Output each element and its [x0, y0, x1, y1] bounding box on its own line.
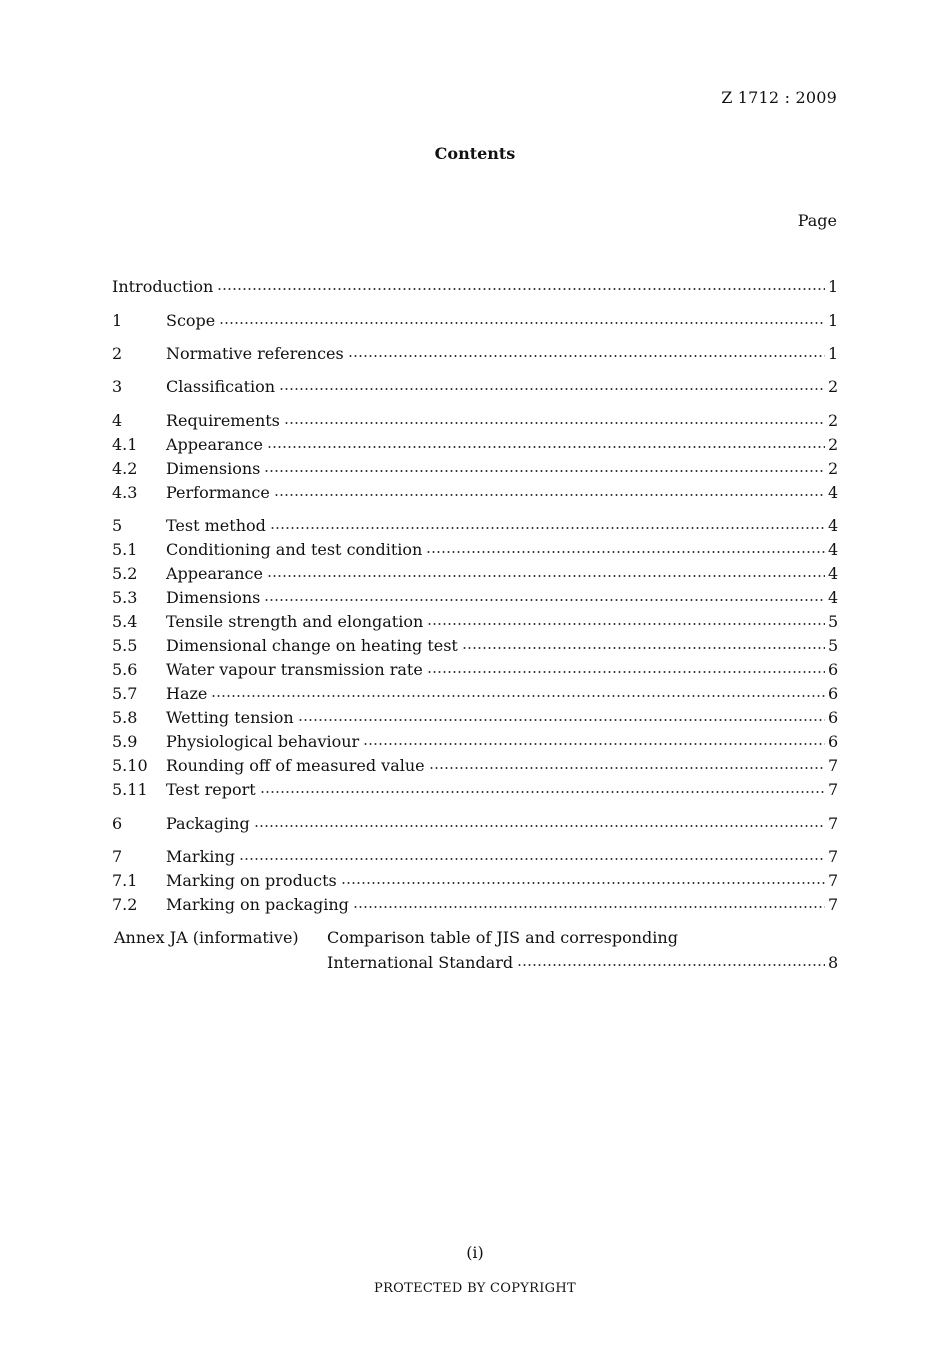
toc-entry-page: 2 [828, 435, 839, 454]
dot-leader [427, 665, 825, 679]
toc-entry-page: 7 [828, 871, 839, 890]
toc-entry[interactable] [112, 779, 838, 801]
toc-entry-page: 7 [828, 780, 839, 799]
toc-entry-page: 5 [828, 636, 839, 655]
toc-entry[interactable] [112, 813, 838, 835]
toc-entry-number: 2 [112, 344, 123, 363]
toc-entry-title: Scope [166, 311, 216, 330]
toc-entry-number: 3 [112, 377, 123, 396]
toc-entry[interactable] [112, 635, 838, 657]
toc-entry-title: Rounding off of measured value [166, 756, 425, 775]
toc-entry-title: Marking on products [166, 871, 337, 890]
toc-entry[interactable] [112, 410, 838, 432]
toc-entry[interactable] [112, 310, 838, 332]
toc-entry-page: 6 [828, 684, 839, 703]
dot-leader [270, 521, 825, 535]
toc-entry-page: 4 [828, 540, 839, 559]
annex-title-line2: International Standard [327, 953, 514, 972]
toc-entry-number: 4.3 [112, 483, 138, 502]
toc-entry-page: 4 [828, 564, 839, 583]
toc-entry[interactable] [112, 707, 838, 729]
toc-entry-title: Performance [166, 483, 270, 502]
annex-label: Annex JA (informative) [114, 928, 299, 947]
toc-entry-title: Test method [166, 516, 266, 535]
dot-leader [267, 569, 825, 583]
document-id: Z 1712 : 2009 [721, 88, 837, 107]
dot-leader [219, 316, 825, 330]
toc-entry-title: Haze [166, 684, 208, 703]
toc-entry[interactable] [112, 343, 838, 365]
toc-entry-title: Dimensional change on heating test [166, 636, 458, 655]
toc-entry[interactable] [112, 659, 838, 681]
dot-leader [217, 282, 825, 296]
toc-entry-title: Classification [166, 377, 276, 396]
toc-entry-page: 7 [828, 814, 839, 833]
toc-entry-title: Physiological behaviour [166, 732, 360, 751]
toc-entry-page: 6 [828, 732, 839, 751]
toc-entry[interactable] [112, 539, 838, 561]
toc-entry-number: 1 [112, 311, 123, 330]
dot-leader [267, 440, 825, 454]
toc-entry-number: 5.5 [112, 636, 138, 655]
toc-entry-page: 6 [828, 660, 839, 679]
toc-entry-number: 7 [112, 847, 123, 866]
dot-leader [239, 852, 825, 866]
toc-entry[interactable] [112, 434, 838, 456]
toc-entry-page: 4 [828, 483, 839, 502]
dot-leader [429, 761, 825, 775]
toc-entry-page: 5 [828, 612, 839, 631]
toc-entry-number: 5.7 [112, 684, 138, 703]
annex-title-line1: Comparison table of JIS and corresponding [327, 928, 678, 947]
toc-entry-number: 5.1 [112, 540, 138, 559]
toc-entry-page: 7 [828, 847, 839, 866]
toc-entry-title: Dimensions [166, 459, 261, 478]
toc-entry-title: Dimensions [166, 588, 261, 607]
toc-entry-number: 5.8 [112, 708, 138, 727]
dot-leader [462, 641, 825, 655]
dot-leader [427, 617, 825, 631]
toc-entry-number: 4.1 [112, 435, 138, 454]
toc-entry-title: Conditioning and test condition [166, 540, 423, 559]
toc-entry-title: Packaging [166, 814, 250, 833]
toc-entry-number: 5.2 [112, 564, 138, 583]
toc-entry[interactable] [112, 731, 838, 753]
dot-leader [517, 958, 825, 972]
copyright-notice: PROTECTED BY COPYRIGHT [374, 1281, 576, 1296]
toc-entry-page: 2 [828, 411, 839, 430]
toc-entry-number: 5.9 [112, 732, 138, 751]
toc-entry-title: Appearance [166, 435, 263, 454]
toc-entry[interactable] [112, 563, 838, 585]
toc-entry-number: 5.10 [112, 756, 148, 775]
dot-leader [353, 900, 825, 914]
dot-leader [254, 819, 825, 833]
toc-entry-number: 5.4 [112, 612, 138, 631]
toc-entry-page: 7 [828, 895, 839, 914]
dot-leader [426, 545, 825, 559]
toc-entry[interactable] [112, 870, 838, 892]
toc-entry-number: 7.2 [112, 895, 138, 914]
dot-leader [284, 416, 825, 430]
dot-leader [211, 689, 825, 703]
dot-leader [341, 876, 825, 890]
toc-entry[interactable] [112, 376, 838, 398]
toc-entry[interactable] [112, 276, 838, 298]
toc-entry-number: 5.11 [112, 780, 148, 799]
toc-entry-page: 1 [828, 311, 839, 330]
toc-entry-title: Appearance [166, 564, 263, 583]
annex-page: 8 [828, 953, 839, 972]
toc-entry-number: 6 [112, 814, 123, 833]
toc-entry-number: 5.3 [112, 588, 138, 607]
dot-leader [279, 382, 825, 396]
toc-entry[interactable] [112, 846, 838, 868]
toc-entry-page: 2 [828, 459, 839, 478]
toc-entry-number: 5.6 [112, 660, 138, 679]
toc-entry-number: 7.1 [112, 871, 138, 890]
toc-entry-title: Water vapour transmission rate [166, 660, 423, 679]
toc-entry-title: Tensile strength and elongation [166, 612, 424, 631]
toc-entry-title: Normative references [166, 344, 344, 363]
toc-entry[interactable] [112, 515, 838, 537]
toc-entry[interactable] [112, 894, 838, 916]
annex-title-line2-row [327, 952, 838, 974]
toc-entry-page: 1 [828, 344, 839, 363]
toc-entry-number: 4 [112, 411, 123, 430]
toc-entry-page: 4 [828, 588, 839, 607]
toc-entry-page: 1 [828, 277, 839, 296]
page-column-label: Page [797, 211, 837, 230]
toc-annex-entry[interactable] [112, 928, 838, 978]
toc-entry-page: 4 [828, 516, 839, 535]
dot-leader [348, 349, 825, 363]
toc-entry-title: Introduction [112, 277, 214, 296]
toc-entry-title: Marking on packaging [166, 895, 349, 914]
toc-entry[interactable] [112, 611, 838, 633]
dot-leader [363, 737, 825, 751]
toc-entry-page: 6 [828, 708, 839, 727]
toc-entry[interactable] [112, 458, 838, 480]
page-title: Contents [434, 144, 516, 163]
dot-leader [298, 713, 825, 727]
toc-entry-page: 2 [828, 377, 839, 396]
toc-entry-title: Wetting tension [166, 708, 294, 727]
dot-leader [274, 488, 825, 502]
dot-leader [264, 593, 825, 607]
footer-page-number: (i) [466, 1243, 484, 1262]
toc-entry[interactable] [112, 587, 838, 609]
toc-entry-page: 7 [828, 756, 839, 775]
toc-entry-title: Requirements [166, 411, 280, 430]
toc-entry-number: 5 [112, 516, 123, 535]
toc-entry[interactable] [112, 482, 838, 504]
dot-leader [260, 785, 825, 799]
toc-entry-number: 4.2 [112, 459, 138, 478]
toc-entry-title: Marking [166, 847, 235, 866]
toc-entry[interactable] [112, 683, 838, 705]
dot-leader [264, 464, 825, 478]
toc-entry[interactable] [112, 755, 838, 777]
toc-entry-title: Test report [166, 780, 256, 799]
